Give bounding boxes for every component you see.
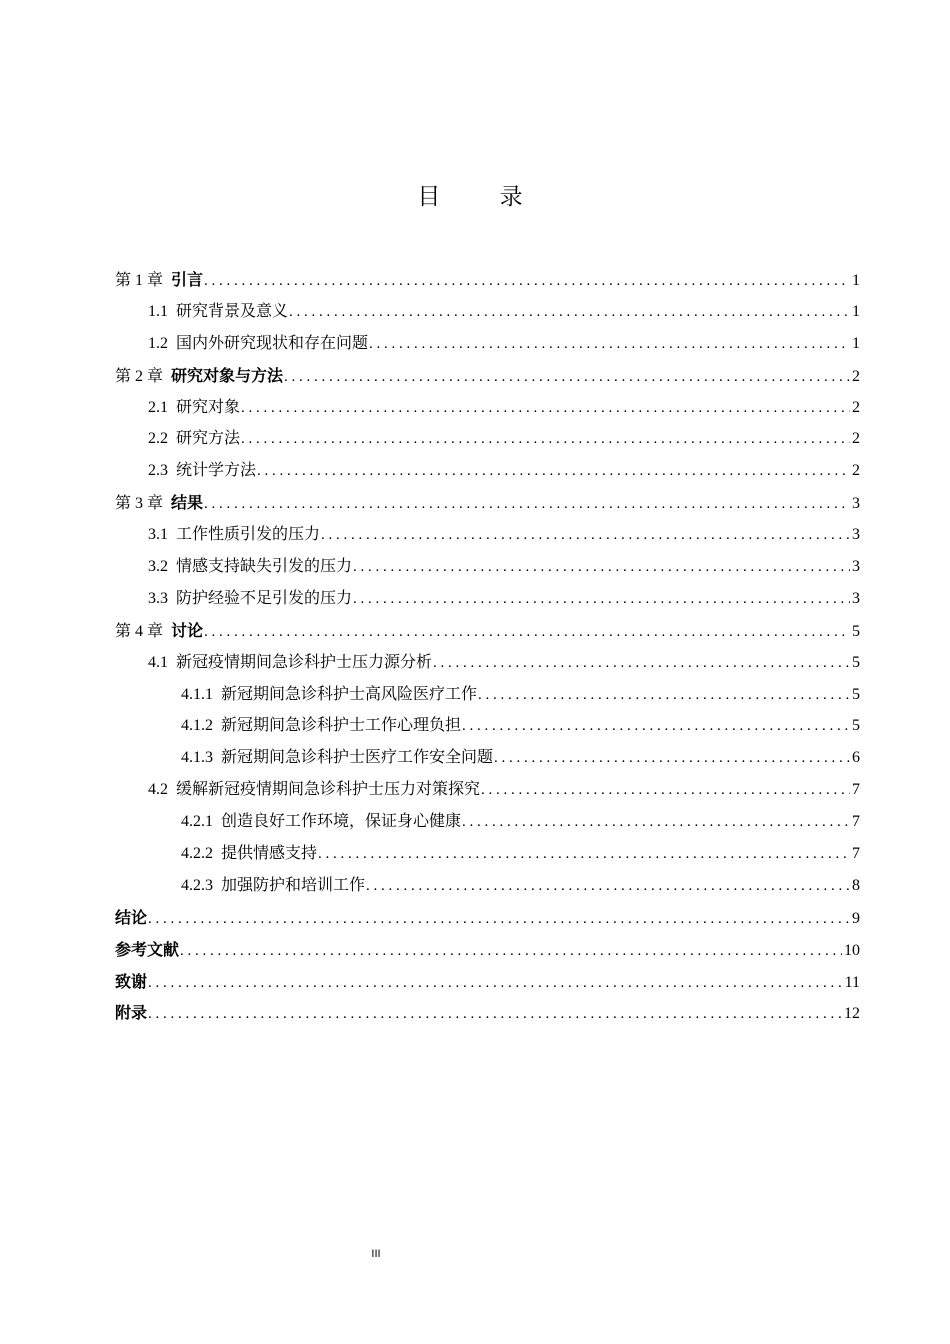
toc-entry-text: 结果 xyxy=(171,493,204,513)
toc-entry-text: 致谢 xyxy=(115,971,148,991)
toc-entry[interactable] xyxy=(115,806,860,838)
toc-entry-page: 12 xyxy=(844,1005,860,1023)
toc-entry-number: 第 1 章 xyxy=(115,272,164,289)
toc-entry-label xyxy=(148,455,256,487)
toc-leader-dots xyxy=(353,552,850,584)
toc-entry[interactable] xyxy=(115,870,860,902)
toc-entry-number: 4.1.3 xyxy=(181,749,213,767)
toc-entry-text: 情感支持缺失引发的压力 xyxy=(176,558,353,576)
toc-entry-number: 4.1 xyxy=(148,653,168,671)
toc-entry-text: 缓解新冠疫情期间急诊科护士压力对策探究 xyxy=(176,781,481,799)
toc-entry-text: 统计学方法 xyxy=(176,462,257,480)
toc-entry[interactable] xyxy=(115,774,860,806)
toc-entry-label xyxy=(181,870,365,902)
toc-leader-dots xyxy=(366,871,850,903)
toc-entry-number: 4.2.2 xyxy=(181,845,213,863)
toc-entry[interactable] xyxy=(115,455,860,487)
page-title: 目 录 xyxy=(417,184,549,210)
toc-entry-label xyxy=(148,774,480,806)
toc-leader-dots xyxy=(318,839,850,871)
toc-leader-dots xyxy=(148,904,850,936)
toc-entry-text: 新冠期间急诊科护士医疗工作安全问题 xyxy=(221,749,494,767)
toc-entry-label xyxy=(148,583,352,615)
toc-entry-number: 4.2.3 xyxy=(181,876,213,894)
toc-entry-page: 7 xyxy=(852,781,860,799)
toc-entry-text: 研究方法 xyxy=(176,430,241,448)
toc-entry-label xyxy=(115,264,203,297)
toc-entry-label xyxy=(115,934,179,966)
toc-leader-dots xyxy=(321,520,850,552)
toc-entry-page: 2 xyxy=(852,430,860,448)
toc-entry[interactable] xyxy=(115,551,860,583)
toc-entry-text: 附录 xyxy=(115,1003,148,1023)
toc-leader-dots xyxy=(433,648,850,680)
toc-entry-page: 3 xyxy=(852,495,860,513)
toc-entry-label xyxy=(115,615,203,648)
toc-entry-number: 3.3 xyxy=(148,589,168,607)
toc-leader-dots xyxy=(148,999,842,1031)
toc-entry-page: 1 xyxy=(852,302,860,320)
toc-entry-page: 1 xyxy=(852,334,860,352)
toc-entry-number: 3.1 xyxy=(148,526,168,544)
toc-entry[interactable] xyxy=(115,264,860,296)
toc-entry-label xyxy=(181,838,317,870)
page-number: III xyxy=(371,1248,381,1260)
toc-leader-dots xyxy=(204,617,850,649)
toc-entry[interactable] xyxy=(115,487,860,519)
toc-entry[interactable] xyxy=(115,679,860,711)
toc-entry-text: 研究背景及意义 xyxy=(176,302,289,320)
toc-entry[interactable] xyxy=(115,328,860,360)
toc-entry[interactable] xyxy=(115,902,860,934)
toc-entry-label xyxy=(148,647,432,679)
toc-entry-text: 新冠期间急诊科护士工作心理负担 xyxy=(221,717,462,735)
toc-entry-page: 10 xyxy=(844,941,860,959)
toc-entry-number: 1.2 xyxy=(148,334,168,352)
toc-entry-page: 5 xyxy=(852,685,860,703)
toc-entry-page: 5 xyxy=(852,653,860,671)
toc-entry[interactable] xyxy=(115,647,860,679)
toc-entry-page: 5 xyxy=(852,717,860,735)
toc-entry-label xyxy=(148,551,352,583)
toc-entry[interactable] xyxy=(115,838,860,870)
toc-entry-page: 2 xyxy=(852,462,860,480)
toc-entry-number: 2.1 xyxy=(148,398,168,416)
toc-entry-page: 2 xyxy=(852,367,860,385)
toc-leader-dots xyxy=(462,711,850,743)
toc-entry[interactable] xyxy=(115,360,860,392)
toc-entry-text: 研究对象与方法 xyxy=(171,365,284,385)
toc-leader-dots xyxy=(284,362,850,394)
toc-entry[interactable] xyxy=(115,423,860,455)
toc-entry-label xyxy=(181,806,461,838)
toc-entry-page: 3 xyxy=(852,526,860,544)
toc-entry-page: 7 xyxy=(852,845,860,863)
toc-entry-number: 4.2 xyxy=(148,781,168,799)
toc-entry-number: 第 2 章 xyxy=(115,367,164,385)
toc-entry-number: 1.1 xyxy=(148,302,168,320)
toc-entry-text: 创造良好工作环境，保证身心健康 xyxy=(221,813,462,831)
toc-entry-number: 4.1.2 xyxy=(181,717,213,735)
toc-entry-label xyxy=(115,360,283,393)
toc-leader-dots xyxy=(494,743,850,775)
toc-entry-text: 国内外研究现状和存在问题 xyxy=(176,334,369,352)
toc-entry[interactable] xyxy=(115,966,860,998)
toc-entry[interactable] xyxy=(115,710,860,742)
toc-entry[interactable] xyxy=(115,519,860,551)
toc-leader-dots xyxy=(257,456,850,488)
toc-leader-dots xyxy=(148,968,843,1000)
toc-leader-dots xyxy=(241,424,850,456)
toc-entry-page: 3 xyxy=(852,589,860,607)
toc-entry-label xyxy=(115,966,147,998)
toc-leader-dots xyxy=(289,297,850,329)
toc-entry-number: 4.1.1 xyxy=(181,685,213,703)
toc-entry-number: 4.2.1 xyxy=(181,813,213,831)
toc-entry-page: 9 xyxy=(852,909,860,927)
toc-entry[interactable] xyxy=(115,583,860,615)
toc-entry[interactable] xyxy=(115,615,860,647)
toc-leader-dots xyxy=(204,266,850,298)
toc-entry-page: 8 xyxy=(852,876,860,894)
toc-entry-label xyxy=(148,296,288,328)
toc-entry-label xyxy=(181,679,477,711)
toc-entry-label xyxy=(115,487,203,520)
toc-entry[interactable] xyxy=(115,742,860,774)
toc-entry-number: 2.2 xyxy=(148,430,168,448)
toc-entry[interactable] xyxy=(115,296,860,328)
toc-entry-text: 研究对象 xyxy=(176,398,241,416)
toc-entry-label xyxy=(115,902,147,934)
toc-entry-page: 1 xyxy=(852,272,860,289)
toc-leader-dots xyxy=(462,807,850,839)
toc-entry-text: 引言 xyxy=(171,270,204,289)
toc-entry-text: 工作性质引发的压力 xyxy=(176,526,321,544)
toc-entry-label xyxy=(181,742,493,774)
toc-entry-page: 7 xyxy=(852,813,860,831)
toc-entry-label xyxy=(148,392,240,424)
toc-entry-text: 结论 xyxy=(115,907,148,927)
toc-entry-page: 11 xyxy=(844,973,860,991)
toc-leader-dots xyxy=(180,936,842,968)
toc-entry[interactable] xyxy=(115,934,860,966)
toc-leader-dots xyxy=(481,775,850,807)
toc-entry-label xyxy=(148,328,368,360)
toc-entry-page: 6 xyxy=(852,749,860,767)
toc-leader-dots xyxy=(369,329,850,361)
toc-entry-text: 防护经验不足引发的压力 xyxy=(176,589,353,607)
toc-entry-label xyxy=(181,710,461,742)
toc-entry-label xyxy=(148,423,240,455)
toc-entry-text: 提供情感支持 xyxy=(221,845,318,863)
toc-entry-page: 5 xyxy=(852,622,860,640)
toc-entry-text: 加强防护和培训工作 xyxy=(221,876,366,894)
toc-leader-dots xyxy=(478,680,850,712)
toc-entry[interactable] xyxy=(115,392,860,424)
toc-entry-number: 3.2 xyxy=(148,558,168,576)
toc-entry-page: 2 xyxy=(852,398,860,416)
toc-entry-text: 新冠疫情期间急诊科护士压力源分析 xyxy=(176,653,433,671)
toc-entry-page: 3 xyxy=(852,558,860,576)
toc-leader-dots xyxy=(241,393,850,425)
toc-entry-text: 新冠期间急诊科护士高风险医疗工作 xyxy=(221,685,478,703)
toc-entry-label xyxy=(148,519,320,551)
toc-entry-number: 2.3 xyxy=(148,462,168,480)
table-of-contents xyxy=(115,264,860,1029)
toc-entry-text: 讨论 xyxy=(171,620,204,640)
toc-entry-text: 参考文献 xyxy=(115,939,180,959)
toc-leader-dots xyxy=(353,584,850,616)
toc-entry-label xyxy=(115,997,147,1029)
toc-entry-number: 第 3 章 xyxy=(115,495,164,513)
toc-leader-dots xyxy=(204,489,850,521)
toc-entry[interactable] xyxy=(115,997,860,1029)
toc-entry-number: 第 4 章 xyxy=(115,622,164,640)
